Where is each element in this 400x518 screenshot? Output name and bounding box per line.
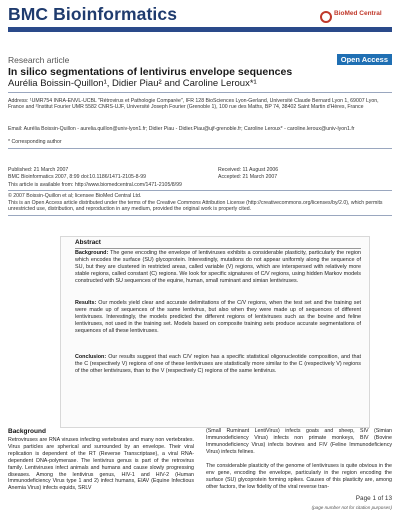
divider [8, 190, 392, 191]
background-right-column-2: The considerable plasticity of the genome of lentiviruses is quite obvious in the env gene, encoding the envelope, particularly in the region encoding the surface (SU) glycoprotein forming spikes. Causes of this plasticity are, among other factors, the low fidelity of the viral reverse tran- [206, 463, 392, 490]
copyright: © 2007 Boissin-Quillon et al; licensee BioMed Central Ltd. [8, 193, 142, 199]
abstract-background-label: Background: [75, 250, 109, 256]
accepted-date: Accepted: 21 March 2007 [218, 174, 278, 180]
abstract-conclusion [75, 354, 361, 375]
page-number: Page 1 of 13 [355, 495, 392, 502]
background-left-column: Retroviruses are RNA viruses infecting vertebrates and many non vertebrates. Virus particles are spherical and surrounded by an envelope. Their viral replication is dependent of the RT (Reverse Transcriptase), a viral RNA-dependent DNA-polymerase. The lentivirus genus is part of the retrovirus family. Lentiviruses infect animals and humans and cause slowly progressing diseases. Among the lentivirus genus, HIV-1 and HIV-2 (Human Immunodeficiency Virus type 1 and 2) infect humans, EIAV (Equine Infectious Anemia Virus) infects equids, SRLV [8, 437, 194, 492]
abstract-box [60, 236, 370, 428]
abstract-conclusion-text: Our results suggest that each C/V region has a specific statistical oligonucleotide composition, and that the C (respectively V) regions of one of these lentiviruses are statistically more similar to the C (respectively V) regions of the other lentiviruses, than to the V (respectively C) regions of the same lentivirus. [75, 354, 361, 374]
background-heading: Background [8, 428, 46, 435]
citation: BMC Bioinformatics 2007, 8:99 doi:10.1186/1471-2105-8-99 [8, 174, 147, 180]
biomed-central-logo [320, 10, 390, 26]
article-type: Research article [8, 55, 70, 65]
published-date: Published: 21 March 2007 [8, 167, 69, 173]
divider [8, 92, 392, 93]
received-date: Received: 11 August 2006 [218, 167, 279, 173]
author-emails: Email: Aurélia Boissin-Quillon - aurelia.quillon@univ-lyon1.fr; Didier Piau - Didier.Piau@ujf-grenoble.fr; Caroline Leroux* - caroline.leroux@univ-lyon1.fr [8, 126, 355, 132]
abstract-background-text: The gene encoding the envelope of lentiviruses exhibits a considerable plasticity, particularly the region which encodes the surface (SU) glycoprotein. Interestingly, mutations do not appear uniformly along the sequence of SU, but they are clustered in restricted areas, called variable (V) regions, which are interspersed with relatively more stable regions, called constant (C) regions. We look for specific signatures of C/V regions, using hidden Markov models constructed with SU sequences of the equine, human, small ruminant and simian lentiviruses. [75, 250, 361, 284]
abstract-heading: Abstract [75, 239, 101, 246]
header-bar [8, 27, 392, 32]
author-list: Aurélia Boissin-Quillon¹, Didier Piau² and Caroline Leroux*¹ [8, 78, 257, 89]
license-text: This is an Open Access article distributed under the terms of the Creative Commons Attribution License (http://creativecommons.org/licenses/by/2.0), which permits unrestricted use, distribution, and reproduction in any medium, provided the original work is properly cited. [8, 200, 383, 213]
article-title: In silico segmentations of lentivirus envelope sequences [8, 66, 293, 78]
abstract-results-label: Results: [75, 300, 97, 306]
background-right-column-1: (Small Ruminant LentiVirus) infects goats and sheep, SIV (Simian Immunodeficiency Virus) infects non primate monkeys, BIV (Bovine Immunodeficiency Virus) infects bovines and FIV (Feline Immunodeficiency Virus) infects felines. [206, 428, 392, 455]
corresponding-author-note: * Corresponding author [8, 139, 62, 145]
abstract-divider [75, 248, 361, 249]
publisher-logo-text: BioMed Central [334, 10, 382, 17]
divider [8, 215, 392, 216]
abstract-results-text: Our models yield clear and accurate delimitations of the C/V regions, when the test set and the training set were made up of sequences of the same lentivirus, but also when they were made up of sequences of different lentiviruses. Interestingly, the models predicted the different regions of lentiviruses such as the bovine and feline lentiviruses, not used in the training set. Models based on composite training sets produce accurate segmentations of sequences of all these lentiviruses. [75, 300, 362, 334]
logo-circle-icon [320, 11, 332, 23]
abstract-results [75, 300, 361, 335]
abstract-conclusion-label: Conclusion: [75, 354, 107, 360]
divider [8, 148, 392, 149]
page-number-note: (page number not for citation purposes) [311, 505, 392, 510]
article-url[interactable]: This article is available from: http://www.biomedcentral.com/1471-2105/8/99 [8, 182, 182, 188]
affiliations: Address: ¹UMR754 INRA-ENVL-UCBL "Rétrovirus et Pathologie Comparée", IFR 128 BioSciences Lyon-Gerland, Université Claude Bernard Lyon 1, 69007 Lyon, France and ²Institut Fourier UMR 5582 CNRS-UJF, Université Joseph Fourier (Grenoble 1), 100 rue des Maths, BP 74, 38402 Saint Martin d'Hères, France [8, 98, 379, 111]
open-access-badge[interactable]: Open Access [337, 54, 392, 65]
abstract-background [75, 250, 361, 285]
journal-title: BMC Bioinformatics [8, 4, 178, 24]
